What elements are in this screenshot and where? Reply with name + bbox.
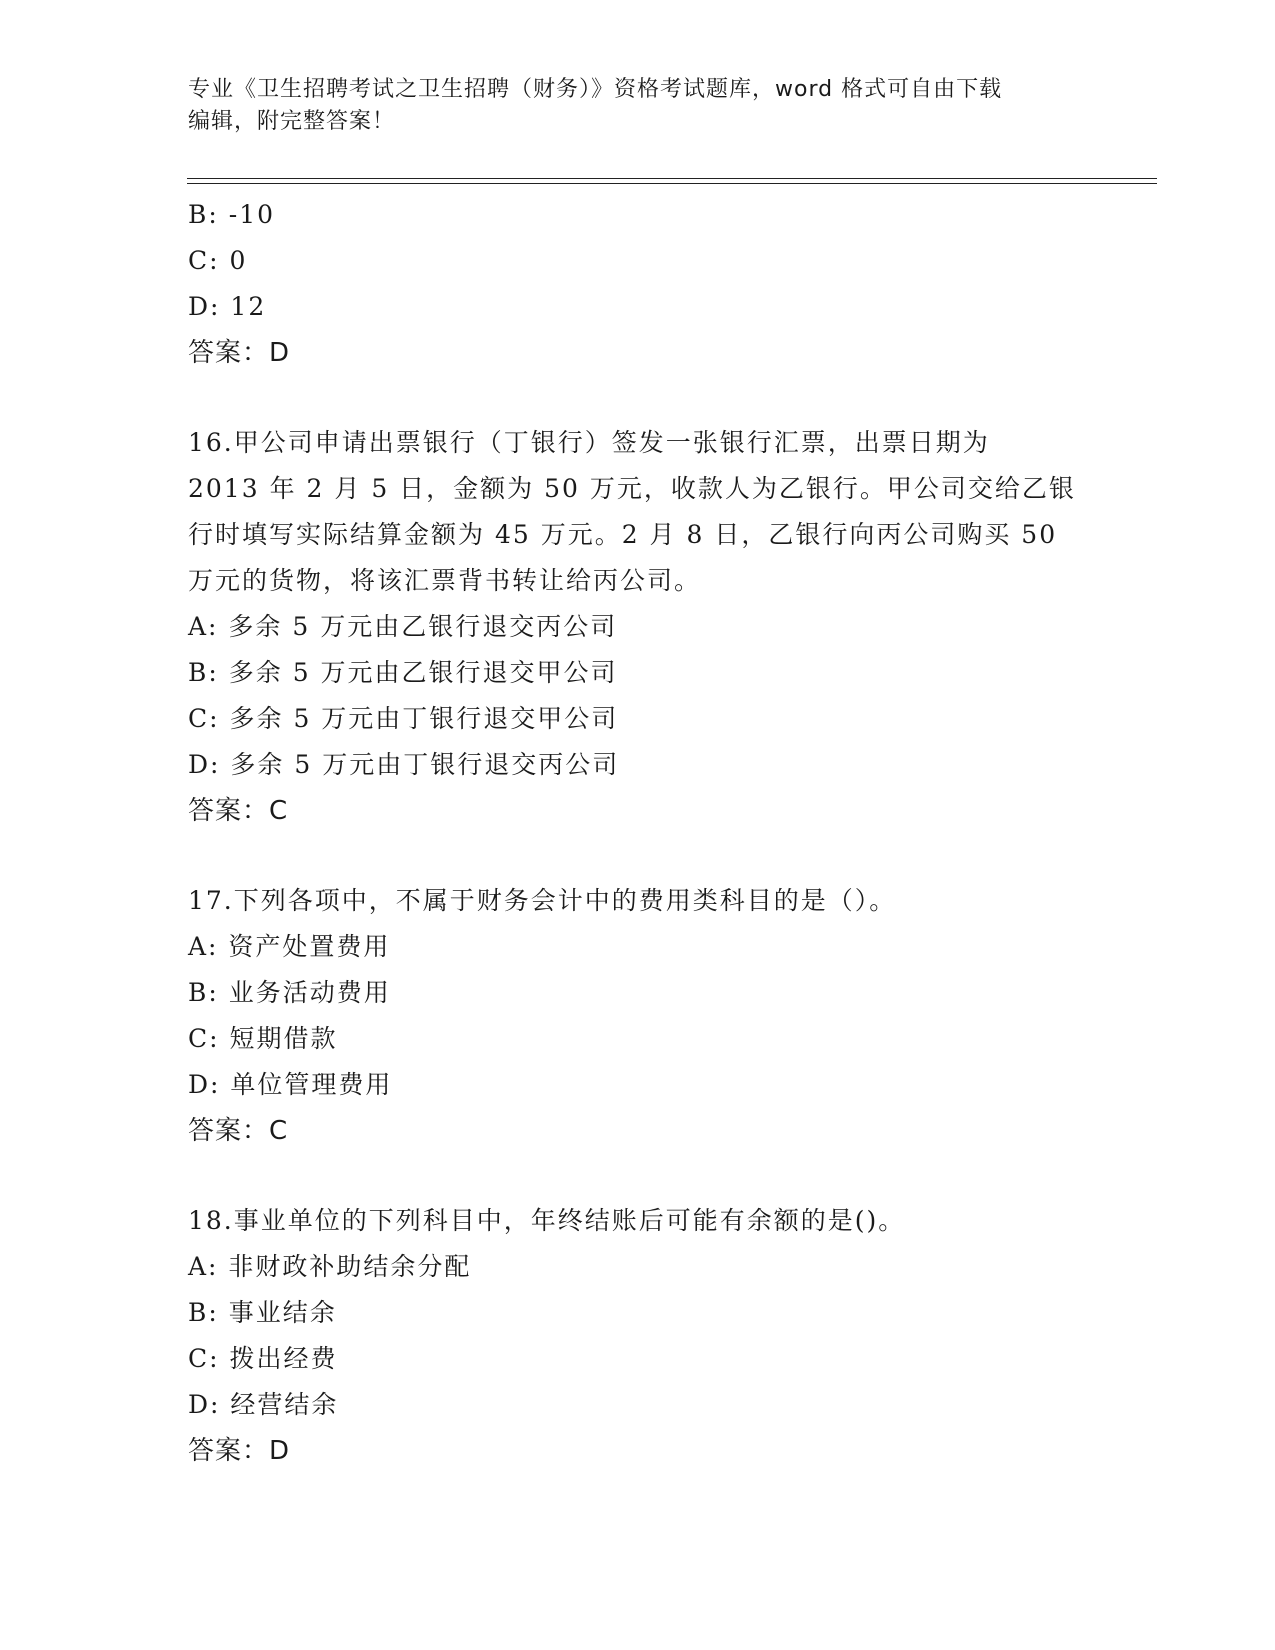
question-17 — [188, 878, 1088, 1154]
option-c: C: 拨出经费 — [188, 1344, 338, 1373]
option-d: D: 经营结余 — [188, 1390, 339, 1419]
document-header — [188, 74, 1068, 138]
option-c: C: 短期借款 — [188, 1024, 338, 1053]
option-a: A: 资产处置费用 — [188, 932, 391, 961]
question-stem-line: 17.下列各项中，不属于财务会计中的费用类科目的是（）。 — [188, 886, 897, 915]
question-18 — [188, 1198, 1088, 1474]
answer-line: 答案：D — [188, 338, 291, 368]
option-a: A: 非财政补助结余分配 — [188, 1252, 472, 1281]
header-divider-bottom — [187, 183, 1157, 184]
option-c: C: 多余 5 万元由丁银行退交甲公司 — [188, 704, 619, 733]
header-line-1: 专业《卫生招聘考试之卫生招聘（财务）》资格考试题库，word 格式可自由下载 — [188, 77, 1003, 102]
question-list — [188, 192, 1088, 1474]
prev-question-options — [188, 192, 1088, 376]
option-b: B: 事业结余 — [188, 1298, 337, 1327]
answer-line: 答案：C — [188, 1116, 289, 1146]
header-divider-top — [187, 178, 1157, 179]
option-d: D: 单位管理费用 — [188, 1070, 393, 1099]
option-d: D: 多余 5 万元由丁银行退交丙公司 — [188, 750, 620, 779]
option-b: B: 业务活动费用 — [188, 978, 391, 1007]
question-stem-line: 万元的货物，将该汇票背书转让给丙公司。 — [188, 566, 702, 595]
option-b: B: -10 — [188, 200, 275, 229]
option-d: D: 12 — [188, 292, 267, 321]
option-b: B: 多余 5 万元由乙银行退交甲公司 — [188, 658, 618, 687]
option-a: A: 多余 5 万元由乙银行退交丙公司 — [188, 612, 618, 641]
question-stem-line: 2013 年 2 月 5 日，金额为 50 万元，收款人为乙银行。甲公司交给乙银 — [188, 474, 1076, 503]
option-c: C: 0 — [188, 246, 248, 275]
question-16 — [188, 420, 1088, 834]
answer-line: 答案：C — [188, 796, 289, 826]
answer-line: 答案：D — [188, 1436, 291, 1466]
header-line-2: 编辑，附完整答案！ — [188, 109, 396, 134]
question-stem-line: 行时填写实际结算金额为 45 万元。2 月 8 日，乙银行向丙公司购买 50 — [188, 520, 1058, 549]
question-stem-line: 16.甲公司申请出票银行（丁银行）签发一张银行汇票，出票日期为 — [188, 428, 990, 457]
question-stem-line: 18.事业单位的下列科目中，年终结账后可能有余额的是()。 — [188, 1206, 906, 1235]
